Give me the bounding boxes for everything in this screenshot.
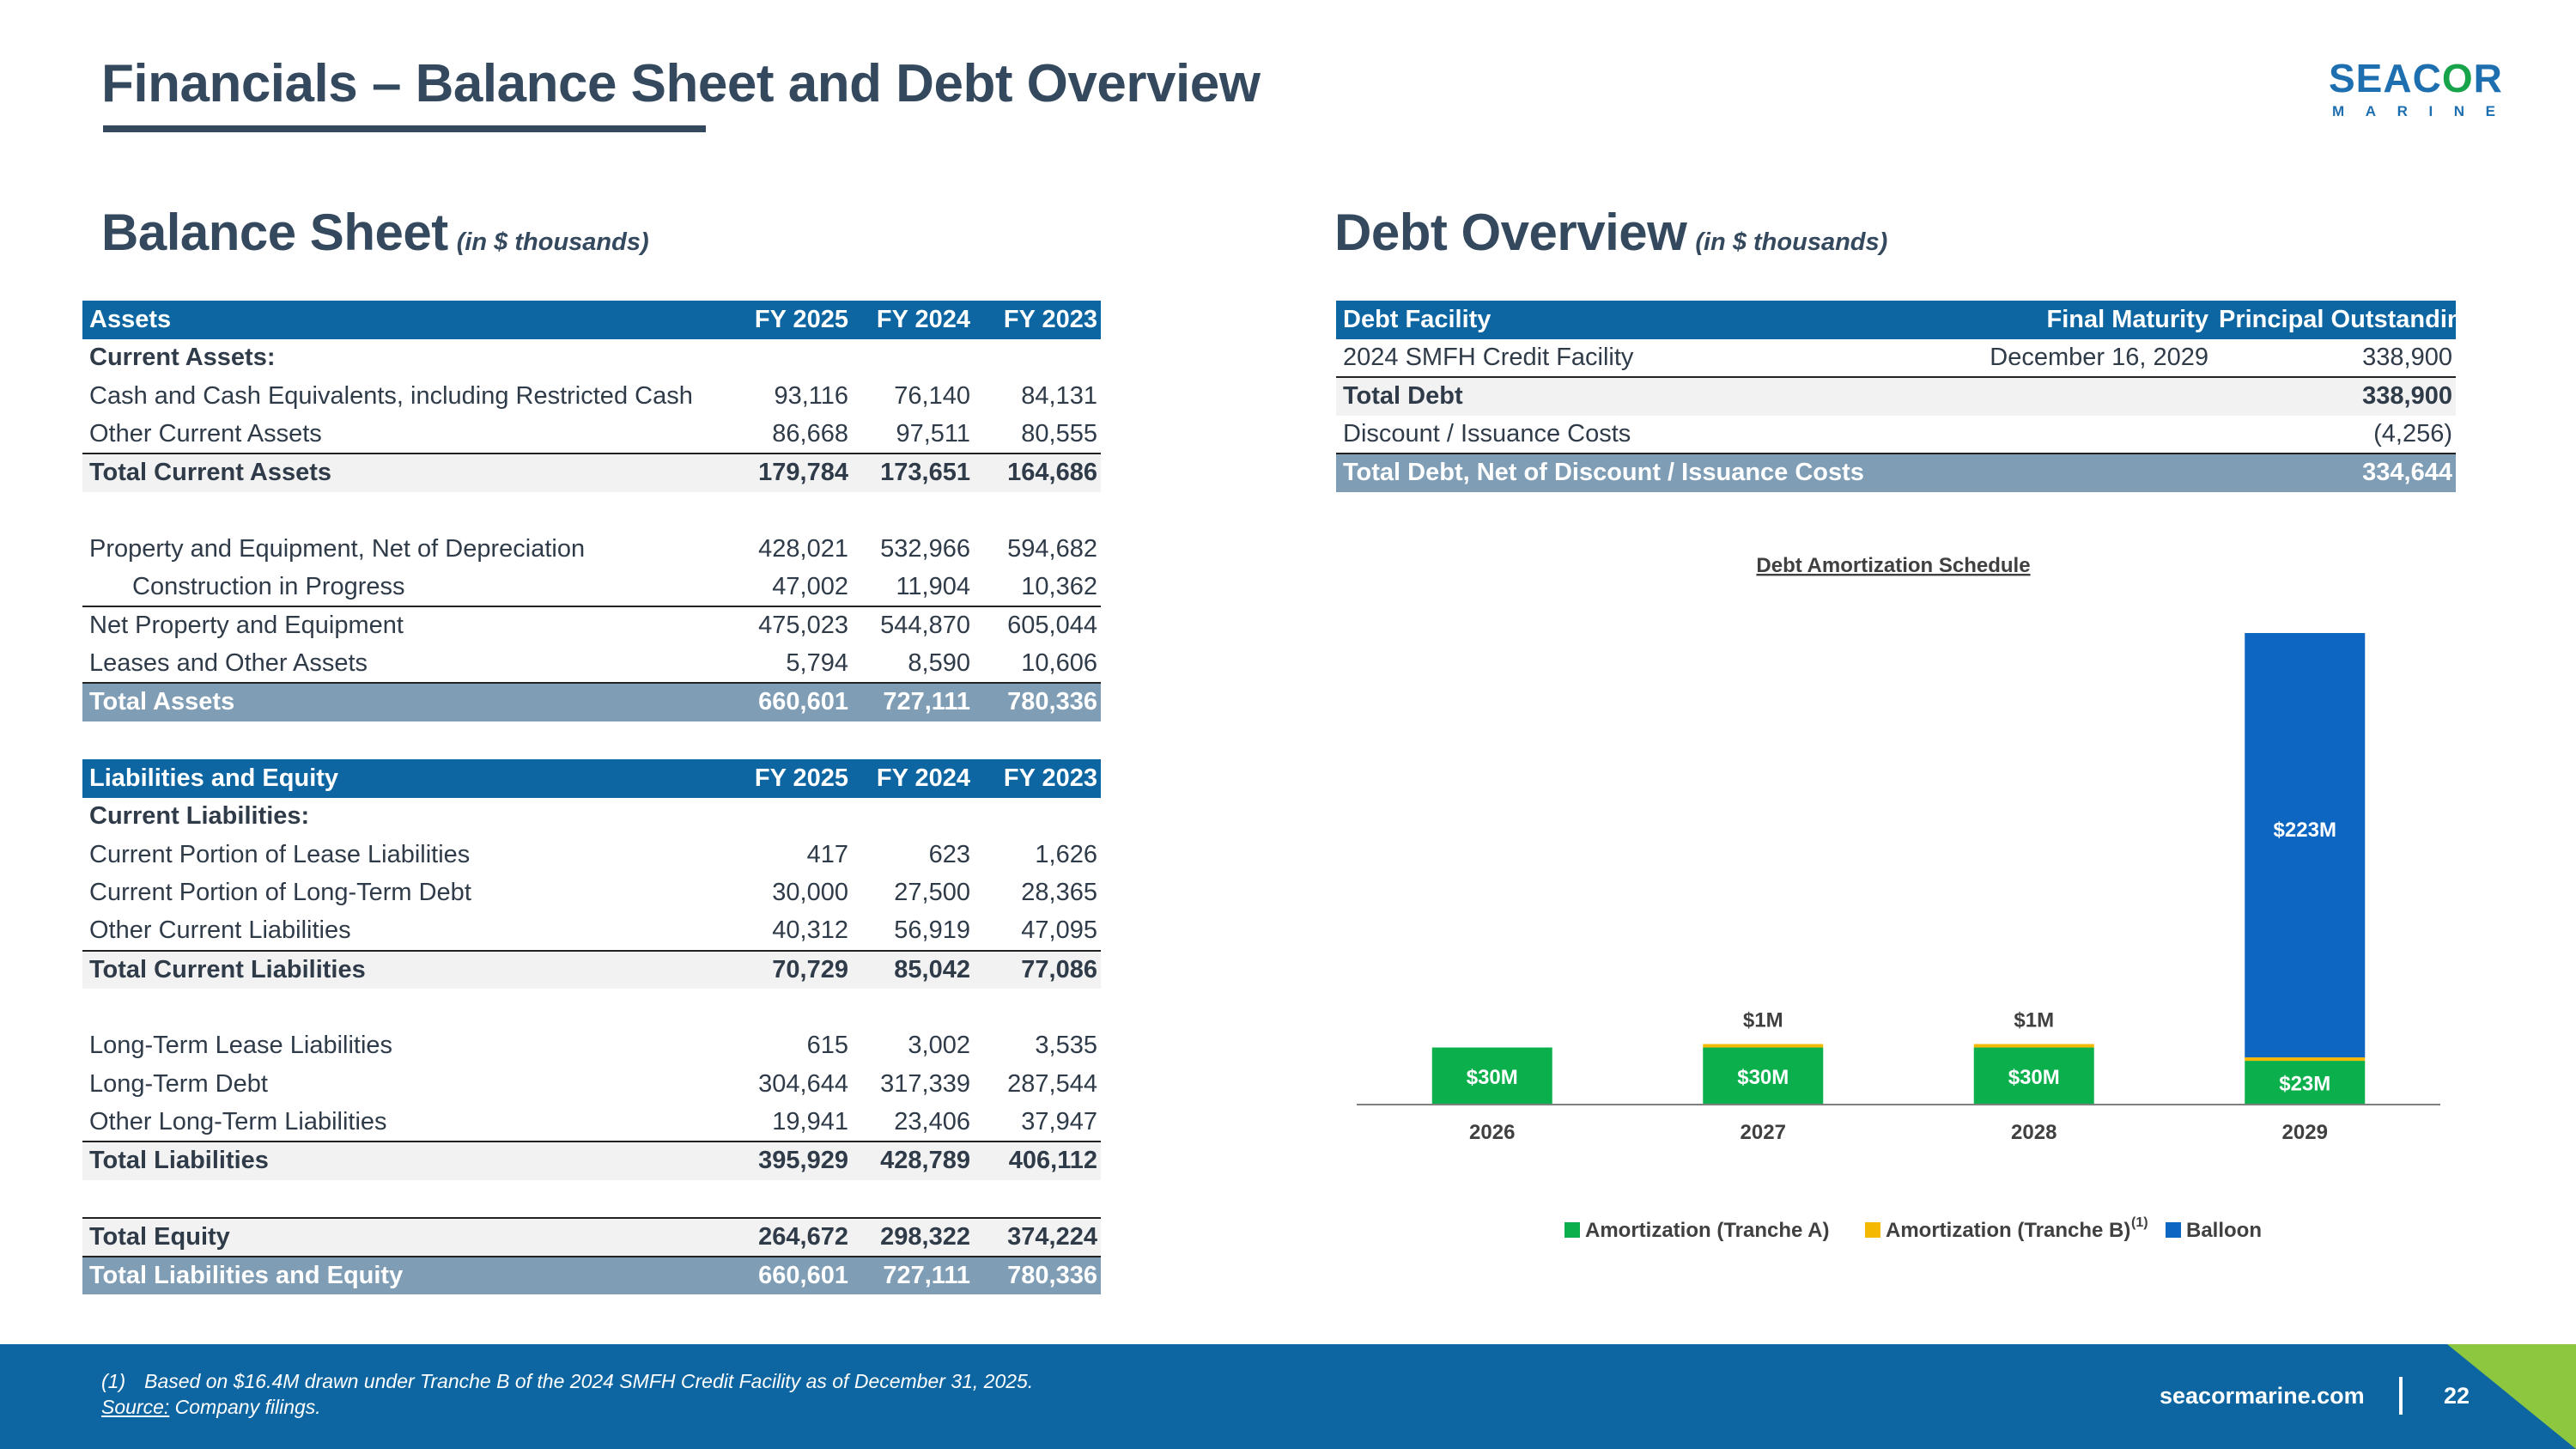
value-cell: 780,336 xyxy=(974,683,1101,721)
value-cell: 84,131 xyxy=(1021,381,1097,410)
assets-table-row xyxy=(82,530,1101,569)
debt-table-row xyxy=(1336,377,2456,416)
debt-principal-cell: 334,644 xyxy=(2212,454,2456,492)
assets-column-header: FY 2024 xyxy=(852,301,974,339)
value-cell: 179,784 xyxy=(728,454,852,492)
x-tick-label: 2026 xyxy=(1469,1121,1516,1144)
footnote-line xyxy=(101,1368,1033,1394)
liab-table-row xyxy=(82,874,1101,913)
value-cell xyxy=(728,798,852,837)
value-cell: 19,941 xyxy=(728,1104,852,1142)
liab-column-header: FY 2023 xyxy=(974,759,1101,798)
value-cell: 594,682 xyxy=(1007,534,1097,563)
debt-maturity-cell: December 16, 2029 xyxy=(1929,339,2212,378)
value-cell: 11,904 xyxy=(852,569,974,607)
liab-header-row xyxy=(82,759,1101,798)
row-label-cell: Total Liabilities xyxy=(82,1142,728,1180)
value-cell: 532,966 xyxy=(880,534,970,563)
row-label-cell: Long-Term Debt xyxy=(89,1069,268,1098)
value-cell: 8,590 xyxy=(852,645,974,684)
value-cell: 406,112 xyxy=(974,1142,1101,1180)
value-cell: 727,111 xyxy=(852,683,974,721)
row-label-cell: Current Liabilities: xyxy=(89,802,310,831)
liab-column-header: FY 2025 xyxy=(728,759,852,798)
x-tick-label: 2027 xyxy=(1740,1121,1786,1144)
liab-table-row xyxy=(82,836,1101,874)
assets-table-row xyxy=(82,569,1101,607)
assets-header-row xyxy=(82,301,1101,339)
data-label: $30M xyxy=(1737,1065,1789,1089)
value-cell: 374,224 xyxy=(974,1218,1101,1257)
footer-note xyxy=(101,1368,1033,1420)
value-cell xyxy=(974,339,1101,378)
row-label-cell: Property and Equipment, Net of Depreciation xyxy=(89,534,586,563)
row-label-cell: Total Current Liabilities xyxy=(82,951,728,989)
x-tick-label: 2029 xyxy=(2281,1121,2328,1144)
row-label-cell: Total Assets xyxy=(82,683,728,721)
liab-spacer-row xyxy=(82,1180,1101,1219)
website-link[interactable]: seacormarine.com xyxy=(2160,1383,2365,1409)
debt-principal-cell: 338,900 xyxy=(2212,339,2456,378)
value-cell: 85,042 xyxy=(852,951,974,989)
value-cell xyxy=(852,339,974,378)
liab-spacer-row xyxy=(82,989,1101,1027)
bar-balloon-2029 xyxy=(2245,633,2365,1057)
row-label-cell: Current Assets: xyxy=(89,344,276,372)
x-tick-label: 2028 xyxy=(2011,1121,2057,1144)
value-cell: 164,686 xyxy=(974,454,1101,492)
liab-column-header: FY 2024 xyxy=(852,759,974,798)
assets-table-row xyxy=(82,377,1101,416)
legend-swatch xyxy=(1564,1222,1580,1238)
value-cell: 1,626 xyxy=(1035,840,1097,868)
logo-wordmark xyxy=(2329,56,2503,100)
debt-table xyxy=(1336,301,2478,492)
value-cell xyxy=(852,798,974,837)
value-cell: 47,095 xyxy=(974,912,1101,951)
debt-overview-heading: Debt Overview xyxy=(1334,204,1687,261)
value-cell: 428,021 xyxy=(758,534,848,563)
value-cell: 287,544 xyxy=(1007,1069,1097,1098)
value-cell: 30,000 xyxy=(772,879,848,907)
data-label: $1M xyxy=(2014,1008,2055,1032)
assets-table-row xyxy=(82,645,1101,684)
debt-facility-cell: 2024 SMFH Credit Facility xyxy=(1336,339,1929,378)
row-label-cell: Other Current Liabilities xyxy=(82,912,728,951)
value-cell: 173,651 xyxy=(852,454,974,492)
value-cell: 298,322 xyxy=(852,1218,974,1257)
debt-column-header: Principal Outstanding xyxy=(2212,301,2456,339)
value-cell xyxy=(728,339,852,378)
liab-column-header: Liabilities and Equity xyxy=(82,759,728,798)
value-cell: 660,601 xyxy=(728,683,852,721)
debt-facility-cell: Total Debt xyxy=(1336,377,1929,416)
bar-amortization-tranche-b--2029 xyxy=(2245,1057,2365,1061)
value-cell: 544,870 xyxy=(880,612,970,640)
row-label-cell: Leases and Other Assets xyxy=(82,645,728,684)
source-line xyxy=(101,1394,1033,1420)
row-label-cell: Cash and Cash Equivalents, including Restricted Cash xyxy=(89,381,693,410)
liab-table-row xyxy=(82,951,1101,989)
seacor-logo xyxy=(2329,56,2503,120)
row-label-cell: Total Current Assets xyxy=(82,454,728,492)
debt-column-header: Debt Facility xyxy=(1336,301,1929,339)
value-cell: 40,312 xyxy=(728,912,852,951)
value-cell: 317,339 xyxy=(880,1069,970,1098)
footnote-text: Based on $16.4M drawn under Tranche B of the 2024 SMFH Credit Facility as of December 31, 2025. xyxy=(144,1370,1034,1392)
value-cell: 23,406 xyxy=(852,1104,974,1142)
liab-table-row xyxy=(82,1027,1101,1066)
footer-divider xyxy=(2399,1377,2403,1415)
value-cell: 70,729 xyxy=(728,951,852,989)
debt-table-row xyxy=(1336,416,2456,454)
debt-maturity-cell xyxy=(1929,416,2212,454)
liab-table-row xyxy=(82,1104,1101,1142)
row-label-cell: Long-Term Lease Liabilities xyxy=(89,1032,393,1060)
row-label-cell: Current Portion of Long-Term Debt xyxy=(89,879,471,907)
chart-canvas xyxy=(1340,541,2456,1280)
logo-letter: R xyxy=(2397,103,2408,119)
debt-table-row xyxy=(1336,454,2456,492)
liab-table-row xyxy=(82,1065,1101,1104)
value-cell: 37,947 xyxy=(974,1104,1101,1142)
value-cell: 304,644 xyxy=(758,1069,848,1098)
data-label: $30M xyxy=(1466,1065,1518,1089)
logo-letter: I xyxy=(2428,103,2433,119)
value-cell: 10,606 xyxy=(974,645,1101,684)
row-label-cell: Net Property and Equipment xyxy=(89,612,404,640)
row-label-cell: Construction in Progress xyxy=(82,569,728,607)
assets-column-header: Assets xyxy=(82,301,728,339)
value-cell: 5,794 xyxy=(728,645,852,684)
value-cell: 56,919 xyxy=(852,912,974,951)
assets-table-row xyxy=(82,454,1101,492)
value-cell: 780,336 xyxy=(974,1257,1101,1295)
logo-letter: N xyxy=(2453,103,2465,119)
title-underline xyxy=(103,125,706,132)
liab-table-row xyxy=(82,1218,1101,1257)
logo-text: SEAC xyxy=(2329,56,2442,100)
value-cell: 47,002 xyxy=(728,569,852,607)
assets-table-row xyxy=(82,416,1101,454)
value-cell: 3,535 xyxy=(1035,1032,1097,1060)
chart-title: Debt Amortization Schedule xyxy=(1756,554,2031,577)
value-cell: 28,365 xyxy=(1021,879,1097,907)
value-cell: 264,672 xyxy=(728,1218,852,1257)
legend-swatch xyxy=(2166,1222,2181,1238)
value-cell: 417 xyxy=(806,840,848,868)
assets-table-row xyxy=(82,683,1101,721)
balance-sheet-heading: Balance Sheet xyxy=(101,204,448,261)
liab-table-row xyxy=(82,1257,1101,1295)
data-label: $1M xyxy=(1742,1008,1783,1032)
debt-overview-title xyxy=(1334,203,1887,262)
spacer-cell xyxy=(82,989,1101,1027)
debt-overview-unit: (in $ thousands) xyxy=(1695,228,1888,256)
assets-column-header: FY 2025 xyxy=(728,301,852,339)
liabilities-table xyxy=(82,759,1101,1294)
debt-amortization-chart xyxy=(1340,541,2456,1280)
debt-table-row xyxy=(1336,339,2456,378)
value-cell: 428,789 xyxy=(852,1142,974,1180)
logo-letter: A xyxy=(2365,103,2377,119)
assets-spacer-row xyxy=(82,492,1101,531)
bar-amortization-tranche-b--2027 xyxy=(1703,1044,1823,1048)
debt-maturity-cell xyxy=(1929,377,2212,416)
value-cell: 727,111 xyxy=(852,1257,974,1295)
page-number: 22 xyxy=(2444,1383,2470,1409)
footer-bar xyxy=(0,1344,2576,1449)
value-cell: 395,929 xyxy=(728,1142,852,1180)
page-title: Financials – Balance Sheet and Debt Overview xyxy=(101,54,1261,113)
value-cell xyxy=(974,798,1101,837)
liab-table-row xyxy=(82,1142,1101,1180)
debt-maturity-cell xyxy=(1929,454,2212,492)
value-cell: 605,044 xyxy=(1007,612,1097,640)
logo-letter: E xyxy=(2485,103,2495,119)
legend-swatch xyxy=(1865,1222,1880,1238)
footnote-marker: (1) xyxy=(101,1370,126,1392)
value-cell: 97,511 xyxy=(852,416,974,454)
logo-letter: M xyxy=(2332,103,2345,119)
debt-facility-cell: Total Debt, Net of Discount / Issuance Costs xyxy=(1336,454,1929,492)
debt-header-row xyxy=(1336,301,2456,339)
assets-table xyxy=(82,301,1101,721)
logo-o: O xyxy=(2441,56,2474,100)
row-label-cell: Other Current Assets xyxy=(82,416,728,454)
value-cell: 80,555 xyxy=(974,416,1101,454)
value-cell: 3,002 xyxy=(908,1032,970,1060)
data-label: $23M xyxy=(2279,1072,2331,1096)
spacer-cell xyxy=(82,1180,1101,1219)
debt-facility-cell: Discount / Issuance Costs xyxy=(1336,416,1929,454)
debt-principal-cell: (4,256) xyxy=(2212,416,2456,454)
logo-subtitle xyxy=(2329,103,2500,120)
legend-label: Balloon xyxy=(2186,1219,2262,1242)
row-label-cell: Current Portion of Lease Liabilities xyxy=(89,840,471,868)
legend-footnote-marker: (1) xyxy=(2131,1215,2148,1230)
assets-column-header: FY 2023 xyxy=(974,301,1101,339)
assets-table-row xyxy=(82,339,1101,378)
corner-accent-icon xyxy=(2447,1344,2576,1449)
liab-table-row xyxy=(82,912,1101,951)
value-cell: 10,362 xyxy=(974,569,1101,607)
value-cell: 93,116 xyxy=(774,381,848,410)
liab-table-row xyxy=(82,798,1101,837)
row-label-cell: Total Liabilities and Equity xyxy=(82,1257,728,1295)
balance-sheet-title xyxy=(101,203,649,262)
debt-principal-cell: 338,900 xyxy=(2212,377,2456,416)
data-label: $223M xyxy=(2273,819,2336,843)
logo-text-end: R xyxy=(2473,56,2503,100)
legend-label: Amortization (Tranche B) xyxy=(1886,1219,2131,1242)
value-cell: 27,500 xyxy=(894,879,970,907)
value-cell: 77,086 xyxy=(974,951,1101,989)
balance-sheet-unit: (in $ thousands) xyxy=(456,228,649,256)
row-label-cell: Total Equity xyxy=(82,1218,728,1257)
row-label-cell: Other Long-Term Liabilities xyxy=(82,1104,728,1142)
legend-label: Amortization (Tranche A) xyxy=(1585,1219,1830,1242)
source-text: Company filings. xyxy=(174,1396,321,1418)
value-cell: 660,601 xyxy=(728,1257,852,1295)
value-cell: 86,668 xyxy=(728,416,852,454)
value-cell: 615 xyxy=(806,1032,848,1060)
data-label: $30M xyxy=(2008,1065,2060,1089)
assets-table-row xyxy=(82,606,1101,645)
value-cell: 623 xyxy=(928,840,970,868)
value-cell: 76,140 xyxy=(894,381,970,410)
spacer-cell xyxy=(82,492,1101,531)
debt-column-header: Final Maturity xyxy=(1929,301,2212,339)
bar-amortization-tranche-b--2028 xyxy=(1974,1044,2094,1048)
source-label: Source: xyxy=(101,1396,170,1418)
value-cell: 475,023 xyxy=(758,612,848,640)
